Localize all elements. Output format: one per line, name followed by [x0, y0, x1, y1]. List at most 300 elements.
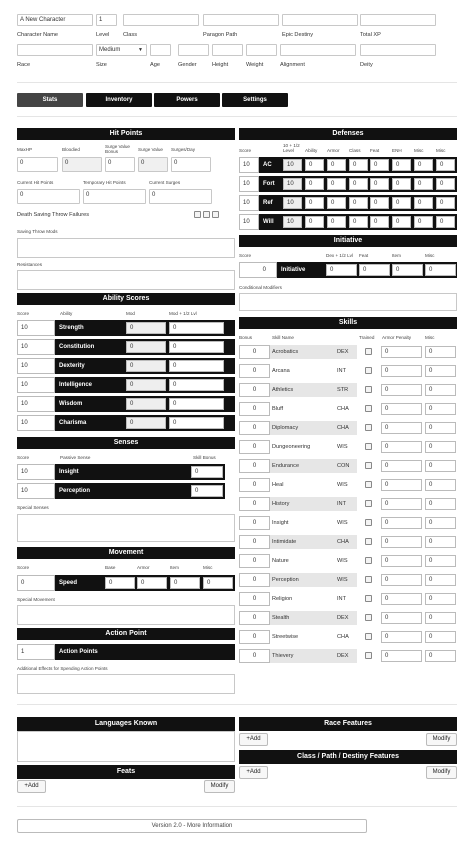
skill-penalty-input[interactable]: 0: [381, 555, 422, 567]
skill-penalty-input[interactable]: 0: [381, 460, 422, 472]
speed-item-input[interactable]: 0: [170, 577, 200, 589]
defense-mod-input[interactable]: 0: [436, 197, 455, 209]
special-senses-label: Special Senses: [17, 505, 49, 510]
current-surges-label: Current Surges: [149, 180, 181, 185]
divider: [17, 82, 457, 83]
defense-mod-input[interactable]: 0: [349, 159, 368, 171]
level-input[interactable]: 1: [96, 14, 117, 26]
skill-misc-input[interactable]: 0: [425, 460, 456, 472]
skill-trained-checkbox[interactable]: [365, 538, 372, 545]
defense-col-label: Class: [349, 148, 361, 153]
skill-misc-input[interactable]: 0: [425, 384, 456, 396]
initiative-score: 0: [239, 262, 277, 278]
skill-penalty-input[interactable]: 0: [381, 403, 422, 415]
skill-bonus-value: 0: [239, 649, 270, 663]
skill-ability: CHA: [337, 425, 349, 431]
skill-penalty-input[interactable]: 0: [381, 612, 422, 624]
skill-misc-input[interactable]: 0: [425, 574, 456, 586]
ability-col-mod-half: Mod + 1/2 Lvl: [169, 311, 197, 316]
defense-mod-input[interactable]: 0: [392, 159, 411, 171]
skill-bonus-value: 0: [239, 383, 270, 397]
defense-col-label: Misc: [436, 148, 446, 153]
skill-misc-input[interactable]: 0: [425, 631, 456, 643]
defense-mod-input[interactable]: 0: [327, 159, 346, 171]
skill-name: Stealth: [270, 611, 357, 625]
death-saves-label: Death Saving Throw Failures: [17, 212, 90, 218]
defense-mod-input[interactable]: 0: [305, 197, 324, 209]
action-point-header: Action Point: [17, 628, 235, 640]
skill-ability: CON: [337, 463, 350, 469]
gender-label: Gender: [178, 62, 197, 68]
deity-input[interactable]: [360, 44, 436, 56]
defense-mod-input[interactable]: 0: [327, 216, 346, 228]
defense-mod-input[interactable]: 0: [414, 178, 433, 190]
skill-name: Diplomacy: [270, 421, 357, 435]
current-surges-input[interactable]: 0: [149, 189, 212, 204]
ability-mod-value: 0: [126, 379, 166, 391]
initiative-label: Initiative: [281, 267, 306, 273]
skill-name: Religion: [272, 596, 293, 602]
surge-value-value: 0: [138, 157, 168, 172]
defense-mod-input[interactable]: 0: [392, 197, 411, 209]
skill-ability: WIS: [337, 520, 348, 526]
ability-mod-half-value: 0: [169, 398, 224, 410]
ability-mod-half-value: 0: [169, 417, 224, 429]
divider: [17, 704, 457, 705]
ability-scores-header: Ability Scores: [17, 293, 235, 305]
ability-mod-half-value: 0: [169, 360, 224, 372]
race-features-modify-button[interactable]: Modify: [426, 733, 457, 746]
skill-bonus-value: 0: [239, 402, 270, 416]
defense-mod-input[interactable]: 0: [305, 178, 324, 190]
defense-base-value: 10: [283, 197, 302, 209]
skill-trained-checkbox[interactable]: [365, 614, 372, 621]
ability-col-mod: Mod: [126, 311, 135, 316]
ability-mod-half-value: 0: [169, 322, 224, 334]
special-movement-textarea[interactable]: [17, 605, 235, 625]
defense-score-value: 10: [239, 157, 259, 173]
skill-misc-input[interactable]: 0: [425, 498, 456, 510]
version-footer-link[interactable]: Version 2.0 - More Information: [17, 819, 367, 833]
divider: [17, 806, 457, 807]
defense-mod-input[interactable]: 0: [370, 178, 389, 190]
defense-col-label: Score: [239, 148, 252, 153]
bloodied-value: 0: [62, 157, 102, 172]
skill-name: Athletics: [270, 383, 357, 397]
character-name-label: Character Name: [17, 32, 59, 38]
defense-name: Ref: [263, 200, 273, 206]
size-value: Medium: [99, 47, 121, 53]
feats-modify-button[interactable]: Modify: [204, 780, 235, 793]
skill-ability: CHA: [337, 406, 349, 412]
ability-col-ability: Ability: [60, 311, 73, 316]
defense-name: AC: [263, 162, 272, 168]
skill-penalty-input[interactable]: 0: [381, 422, 422, 434]
skill-misc-input[interactable]: 0: [425, 612, 456, 624]
skill-trained-checkbox[interactable]: [365, 652, 372, 659]
defense-mod-input[interactable]: 0: [414, 159, 433, 171]
skill-name: Acrobatics: [270, 345, 357, 359]
skills-col-misc: Misc: [425, 335, 435, 340]
ability-mod-value: 0: [126, 417, 166, 429]
skill-misc-input[interactable]: 0: [425, 479, 456, 491]
skill-trained-checkbox[interactable]: [365, 443, 372, 450]
skill-trained-checkbox[interactable]: [365, 348, 372, 355]
weight-input[interactable]: [246, 44, 277, 56]
class-label: Class: [123, 32, 137, 38]
speed-base-input[interactable]: 0: [105, 577, 135, 589]
sense-score-value: 10: [17, 483, 55, 499]
movement-col-misc: Misc: [203, 565, 213, 570]
skill-misc-input[interactable]: 0: [425, 555, 456, 567]
skill-misc-input[interactable]: 0: [425, 441, 456, 453]
skill-penalty-input[interactable]: 0: [381, 498, 422, 510]
ability-score-input[interactable]: 10: [17, 396, 55, 412]
skill-ability: WIS: [337, 444, 348, 450]
initiative-header: Initiative: [239, 235, 457, 247]
surge-value-label: Surge Value: [138, 147, 163, 152]
epic-destiny-input[interactable]: [282, 14, 358, 26]
defense-mod-input[interactable]: 0: [370, 159, 389, 171]
defense-mod-input[interactable]: 0: [436, 216, 455, 228]
ability-name: Charisma: [59, 420, 87, 426]
skill-bonus-value: 0: [239, 573, 270, 587]
sense-bonus-input[interactable]: 0: [191, 466, 223, 478]
skill-misc-input[interactable]: 0: [425, 593, 456, 605]
skill-ability: STR: [337, 387, 349, 393]
senses-header: Senses: [17, 437, 235, 449]
skills-header: Skills: [239, 317, 457, 329]
height-input[interactable]: [212, 44, 243, 56]
skill-trained-checkbox[interactable]: [365, 519, 372, 526]
defense-mod-input[interactable]: 0: [392, 216, 411, 228]
defenses-header: Defenses: [239, 128, 457, 140]
resistances-textarea[interactable]: [17, 270, 235, 290]
death-save-checkbox-3[interactable]: [212, 211, 219, 218]
skills-col-penalty: Armor Penalty: [382, 335, 412, 340]
skill-bonus-value: 0: [239, 497, 270, 511]
speed-label: Speed: [59, 580, 78, 586]
skill-penalty-input[interactable]: 0: [381, 631, 422, 643]
class-features-modify-button[interactable]: Modify: [426, 766, 457, 779]
skill-penalty-input[interactable]: 0: [381, 346, 422, 358]
ability-name: Intelligence: [59, 382, 93, 388]
skill-penalty-input[interactable]: 0: [381, 384, 422, 396]
speed-armor-input[interactable]: 0: [137, 577, 167, 589]
skill-name: Thievery: [270, 649, 357, 663]
special-movement-label: Special Movement: [17, 597, 55, 602]
current-hp-input[interactable]: 0: [17, 189, 80, 204]
special-senses-textarea[interactable]: [17, 514, 235, 542]
current-hp-label: Current Hit Points: [17, 180, 54, 185]
skill-bonus-value: 0: [239, 554, 270, 568]
skill-trained-checkbox[interactable]: [365, 557, 372, 564]
defense-mod-input[interactable]: 0: [414, 216, 433, 228]
ability-name: Dexterity: [59, 363, 85, 369]
size-select[interactable]: [96, 44, 147, 56]
resistances-label: Resistances: [17, 262, 43, 267]
surge-value-bonus-label: Surge Value Bonus: [105, 144, 130, 154]
skill-misc-input[interactable]: 0: [425, 365, 456, 377]
ability-name: Constitution: [59, 344, 95, 350]
skill-name: Bluff: [272, 406, 284, 412]
skill-ability: INT: [337, 501, 347, 507]
action-effects-textarea[interactable]: [17, 674, 235, 694]
skill-name: Nature: [272, 558, 289, 564]
defense-name: Fort: [263, 181, 275, 187]
skill-name: Heal: [272, 482, 284, 488]
skill-trained-checkbox[interactable]: [365, 405, 372, 412]
skill-ability: DEX: [337, 615, 349, 621]
tab-powers[interactable]: Powers: [154, 93, 220, 107]
ability-score-input[interactable]: 10: [17, 339, 55, 355]
class-features-header: Class / Path / Destiny Features: [239, 750, 457, 764]
divider: [17, 116, 457, 117]
defense-col-label: Ability: [305, 148, 318, 153]
ability-score-input[interactable]: 10: [17, 358, 55, 374]
ability-score-input[interactable]: 10: [17, 415, 55, 431]
init-feat-input[interactable]: 0: [359, 264, 390, 276]
surge-value-bonus-input[interactable]: 0: [105, 157, 135, 172]
defense-col-label: 10 + 1/2 Level: [283, 143, 300, 153]
conditional-modifiers-label: Conditional Modifiers: [239, 285, 282, 290]
defense-mod-input[interactable]: 0: [436, 178, 455, 190]
movement-col-base: Base: [105, 565, 116, 570]
skill-ability: INT: [337, 596, 347, 602]
defense-mod-input[interactable]: 0: [349, 178, 368, 190]
skill-penalty-input[interactable]: 0: [381, 574, 422, 586]
defense-base-value: 10: [283, 216, 302, 228]
skill-trained-checkbox[interactable]: [365, 386, 372, 393]
feats-add-button[interactable]: +Add: [17, 780, 46, 793]
ability-mod-half-value: 0: [169, 379, 224, 391]
ability-mod-value: 0: [126, 322, 166, 334]
action-effects-label: Additional Effects for Spending Action Points: [17, 666, 108, 671]
alignment-input[interactable]: [280, 44, 356, 56]
skill-misc-input[interactable]: 0: [425, 422, 456, 434]
ability-name: Strength: [59, 325, 84, 331]
skill-ability: INT: [337, 368, 347, 374]
skill-penalty-input[interactable]: 0: [381, 593, 422, 605]
class-features-add-button[interactable]: +Add: [239, 766, 268, 779]
skills-col-bonus: Bonus: [239, 335, 253, 340]
skill-ability: WIS: [337, 482, 348, 488]
defense-col-label: Armor: [327, 148, 340, 153]
maxhp-input[interactable]: 0: [17, 157, 58, 172]
speed-score: 0: [17, 575, 55, 591]
skill-trained-checkbox[interactable]: [365, 367, 372, 374]
skill-misc-input[interactable]: 0: [425, 536, 456, 548]
race-features-header: Race Features: [239, 717, 457, 731]
tab-settings[interactable]: Settings: [222, 93, 288, 107]
skill-ability: WIS: [337, 577, 348, 583]
skill-bonus-value: 0: [239, 440, 270, 454]
skill-bonus-value: 0: [239, 630, 270, 644]
skill-name: Intimidate: [270, 535, 357, 549]
action-points-label: Action Points: [59, 649, 98, 655]
defense-mod-input[interactable]: 0: [392, 178, 411, 190]
skill-penalty-input[interactable]: 0: [381, 650, 422, 662]
skills-col-trained: Trained: [359, 335, 375, 340]
age-input[interactable]: [150, 44, 171, 56]
defense-col-label: ENH: [392, 148, 402, 153]
skill-ability: DEX: [337, 653, 349, 659]
skill-name: Dungeoneering: [272, 444, 311, 450]
deity-label: Deity: [360, 62, 373, 68]
defense-mod-input[interactable]: 0: [349, 216, 368, 228]
movement-header: Movement: [17, 547, 235, 559]
ability-name: Wisdom: [59, 401, 83, 407]
paragon-path-input[interactable]: [203, 14, 279, 26]
skill-trained-checkbox[interactable]: [365, 500, 372, 507]
skill-ability: WIS: [337, 558, 348, 564]
senses-col-score: Score: [17, 455, 30, 460]
defense-score-value: 10: [239, 195, 259, 211]
character-name-input[interactable]: A New Character: [17, 14, 93, 26]
race-label: Race: [17, 62, 31, 68]
skill-misc-input[interactable]: 0: [425, 517, 456, 529]
skill-bonus-value: 0: [239, 421, 270, 435]
maxhp-label: MaxHP: [17, 147, 33, 152]
sense-bonus-input[interactable]: 0: [191, 485, 223, 497]
defense-score-value: 10: [239, 176, 259, 192]
skill-bonus-value: 0: [239, 478, 270, 492]
defense-col-label: Feat: [370, 148, 380, 153]
saving-throw-mods-textarea[interactable]: [17, 238, 235, 258]
skill-trained-checkbox[interactable]: [365, 481, 372, 488]
init-col-item: Item: [392, 253, 401, 258]
weight-label: Weight: [246, 62, 264, 68]
skill-penalty-input[interactable]: 0: [381, 517, 422, 529]
skill-name: Perception: [270, 573, 357, 587]
defense-base-value: 10: [283, 159, 302, 171]
skill-ability: CHA: [337, 539, 349, 545]
defense-mod-input[interactable]: 0: [370, 216, 389, 228]
skills-col-name: Skill Name: [272, 335, 294, 340]
defense-mod-input[interactable]: 0: [305, 159, 324, 171]
tab-inventory[interactable]: Inventory: [86, 93, 152, 107]
death-save-checkbox-1[interactable]: [194, 211, 201, 218]
ability-mod-half-value: 0: [169, 341, 224, 353]
defense-mod-input[interactable]: 0: [414, 197, 433, 209]
race-input[interactable]: [17, 44, 93, 56]
bloodied-label: Bloodied: [62, 147, 80, 152]
skill-bonus-value: 0: [239, 592, 270, 606]
race-features-add-button[interactable]: +Add: [239, 733, 268, 746]
skill-trained-checkbox[interactable]: [365, 424, 372, 431]
movement-col-item: Item: [170, 565, 179, 570]
skill-penalty-input[interactable]: 0: [381, 536, 422, 548]
ability-score-input[interactable]: 10: [17, 377, 55, 393]
skill-misc-input[interactable]: 0: [425, 403, 456, 415]
skill-bonus-value: 0: [239, 516, 270, 530]
skill-name: History: [270, 497, 357, 511]
level-label: Level: [96, 32, 110, 38]
surges-day-label: Surges/Day: [171, 147, 196, 152]
skill-bonus-value: 0: [239, 611, 270, 625]
height-label: Height: [212, 62, 229, 68]
defense-mod-input[interactable]: 0: [327, 197, 346, 209]
defense-mod-input[interactable]: 0: [370, 197, 389, 209]
saving-throw-mods-label: Saving Throw Mods: [17, 229, 58, 234]
skill-bonus-value: 0: [239, 345, 270, 359]
languages-textarea[interactable]: [17, 731, 235, 762]
skill-trained-checkbox[interactable]: [365, 576, 372, 583]
skill-name: Insight: [272, 520, 289, 526]
init-col-dex: Dex + 1/2 Lvl: [326, 253, 353, 258]
skill-misc-input[interactable]: 0: [425, 650, 456, 662]
skill-penalty-input[interactable]: 0: [381, 441, 422, 453]
death-save-checkbox-2[interactable]: [203, 211, 210, 218]
skill-trained-checkbox[interactable]: [365, 462, 372, 469]
skill-trained-checkbox[interactable]: [365, 595, 372, 602]
gender-input[interactable]: [178, 44, 209, 56]
ability-mod-value: 0: [126, 360, 166, 372]
init-col-feat: Feat: [359, 253, 369, 258]
temp-hp-input[interactable]: 0: [83, 189, 146, 204]
surges-day-input[interactable]: 0: [171, 157, 211, 172]
age-label: Age: [150, 62, 160, 68]
skill-penalty-input[interactable]: 0: [381, 479, 422, 491]
action-points-block: [55, 644, 235, 660]
ability-score-input[interactable]: 10: [17, 320, 55, 336]
conditional-modifiers-textarea[interactable]: [239, 293, 457, 311]
action-points-input[interactable]: 1: [17, 644, 55, 660]
skill-ability: DEX: [337, 349, 349, 355]
defense-name: Will: [263, 219, 274, 225]
feats-header: Feats: [17, 765, 235, 779]
defense-col-label: Misc: [414, 148, 424, 153]
defense-mod-input[interactable]: 0: [349, 197, 368, 209]
defense-score-value: 10: [239, 214, 259, 230]
paragon-path-label: Paragon Path: [203, 32, 238, 38]
defense-mod-input[interactable]: 0: [327, 178, 346, 190]
speed-misc-input[interactable]: 0: [203, 577, 233, 589]
languages-header: Languages Known: [17, 717, 235, 731]
chevron-down-icon: ▼: [138, 47, 143, 53]
skill-name: Endurance: [270, 459, 357, 473]
defense-base-value: 10: [283, 178, 302, 190]
skill-trained-checkbox[interactable]: [365, 633, 372, 640]
sense-name: Insight: [59, 469, 79, 475]
size-label: Size: [96, 62, 107, 68]
skill-name: Arcana: [272, 368, 290, 374]
defense-mod-input[interactable]: 0: [436, 159, 455, 171]
total-xp-label: Total XP: [360, 32, 381, 38]
init-item-input[interactable]: 0: [392, 264, 423, 276]
movement-col-armor: Armor: [137, 565, 150, 570]
init-dex-value: 0: [326, 264, 357, 276]
senses-col-passive: Passive Sense: [60, 455, 91, 460]
skill-misc-input[interactable]: 0: [425, 346, 456, 358]
ability-mod-value: 0: [126, 341, 166, 353]
skill-bonus-value: 0: [239, 459, 270, 473]
sense-name: Perception: [59, 488, 91, 494]
ability-mod-value: 0: [126, 398, 166, 410]
skill-penalty-input[interactable]: 0: [381, 365, 422, 377]
init-col-score: Score: [239, 253, 252, 258]
skill-ability: CHA: [337, 634, 349, 640]
total-xp-input[interactable]: [360, 14, 436, 26]
tab-stats[interactable]: Stats: [17, 93, 83, 107]
ability-col-score: Score: [17, 311, 30, 316]
defense-mod-input[interactable]: 0: [305, 216, 324, 228]
skill-bonus-value: 0: [239, 535, 270, 549]
class-input[interactable]: [123, 14, 199, 26]
movement-col-score: Score: [17, 565, 30, 570]
init-misc-input[interactable]: 0: [425, 264, 456, 276]
skill-name: Streetwise: [272, 634, 299, 640]
